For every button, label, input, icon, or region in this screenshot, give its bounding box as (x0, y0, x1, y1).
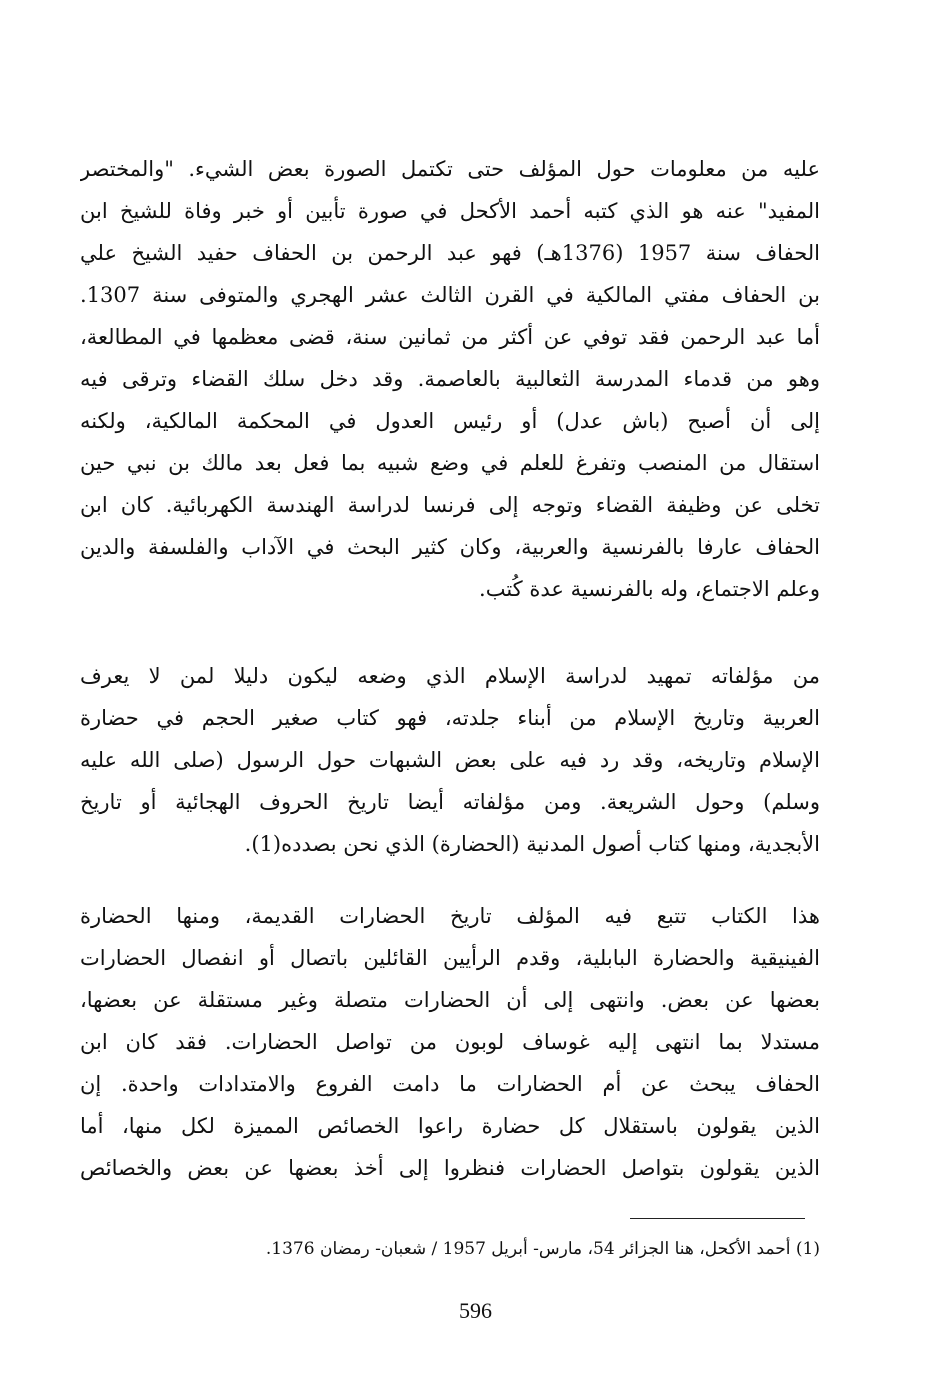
text-line: الإسلام وتاريخه، وقد رد فيه على بعض الشبهات حول الرسول (صلى الله عليه (80, 748, 820, 772)
text-line: الحفاف سنة 1957 (1376هـ) فهو عبد الرحمن بن الحفاف حفيد الشيخ علي (80, 241, 820, 265)
text-line: استقال من المنصب وتفرغ للعلم في وضع شبيه بما فعل بعد مالك بن نبي حين (80, 451, 820, 475)
paragraph-2 (80, 655, 820, 865)
text-line: وهو من قدماء المدرسة الثعالبية بالعاصمة. وقد دخل سلك القضاء وترقى فيه (80, 367, 820, 391)
text-line: الذين يقولون باستقلال كل حضارة راعوا الخصائص المميزة لكل منها، أما (80, 1114, 820, 1138)
text-line: تخلى عن وظيفة القضاء وتوجه إلى فرنسا لدراسة الهندسة الكهربائية. كان ابن (80, 493, 820, 517)
text-line: الفينيقية والحضارة البابلية، وقدم الرأيين القائلين باتصال أو انفصال الحضارات (80, 946, 820, 970)
text-line: الحفاف يبحث عن أم الحضارات ما دامت الفروع والامتدادات واحدة. إن (80, 1072, 820, 1096)
text-line: أما عبد الرحمن فقد توفي عن أكثر من ثمانين سنة، قضى معظمها في المطالعة، (80, 325, 820, 349)
text-line: الأبجدية، ومنها كتاب أصول المدنية (الحضارة) الذي نحن بصدده(1). (244, 832, 820, 856)
page-number: 596 (459, 1298, 492, 1323)
text-line: الحفاف عارفا بالفرنسية والعربية، وكان كثير البحث في الآداب والفلسفة والدين (80, 535, 820, 559)
footnote-separator (630, 1218, 805, 1219)
text-line: وعلم الاجتماع، وله بالفرنسية عدة كُتب. (479, 577, 820, 601)
text-line: عليه من معلومات حول المؤلف حتى تكتمل الصورة بعض الشيء. "والمختصر (80, 157, 820, 181)
text-line: العربية وتاريخ الإسلام من أبناء جلدته، فهو كتاب صغير الحجم في حضارة (80, 706, 820, 730)
text-line: مستدلا بما انتهى إليه غوساف لوبون من تواصل الحضارات. فقد كان ابن (80, 1030, 820, 1054)
text-line: إلى أن أصبح (باش عدل) أو رئيس العدول في المحكمة المالكية، ولكنه (80, 409, 820, 433)
text-line: بن الحفاف مفتي المالكية في القرن الثالث عشر الهجري والمتوفى سنة 1307. (80, 283, 820, 307)
footnote: (1) أحمد الأكحل، هنا الجزائر 54، مارس- أبريل 1957 / شعبان- رمضان 1376. (265, 1239, 820, 1259)
text-line: المفيد" عنه هو الذي كتبه أحمد الأكحل في صورة تأبين أو خبر وفاة للشيخ ابن (80, 199, 820, 223)
paragraph-3 (80, 895, 820, 1189)
text-line: وسلم) وحول الشريعة. ومن مؤلفاته أيضا تاريخ الحروف الهجائية أو تاريخ (80, 790, 820, 814)
text-line: الذين يقولون بتواصل الحضارات فنظروا إلى أخذ بعضها عن بعض والخصائص (80, 1156, 820, 1180)
paragraph-1 (80, 148, 820, 610)
text-line: بعضها عن بعض. وانتهى إلى أن الحضارات متصلة وغير مستقلة عن بعضها، (80, 988, 820, 1012)
text-line: من مؤلفاته تمهيد لدراسة الإسلام الذي وضعه ليكون دليلا لمن لا يعرف (80, 664, 820, 688)
text-line: هذا الكتاب تتبع فيه المؤلف تاريخ الحضارات القديمة، ومنها الحضارة (80, 904, 820, 928)
